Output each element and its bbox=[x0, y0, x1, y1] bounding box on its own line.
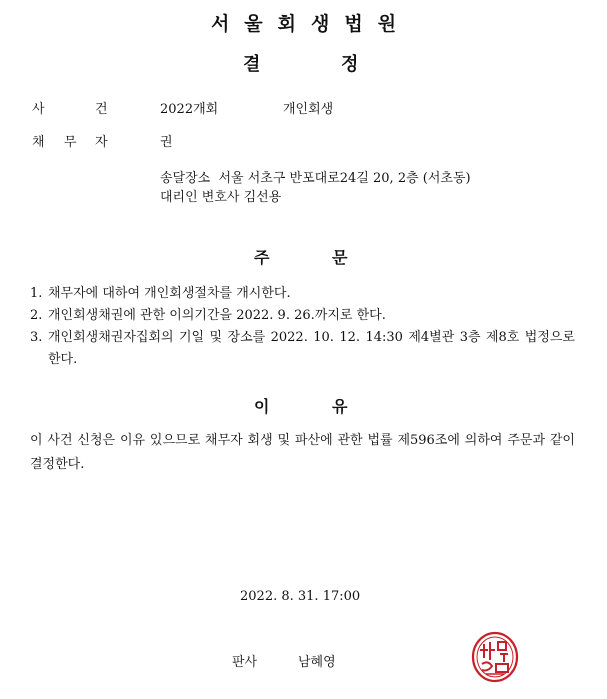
case-label-char-2: 건 bbox=[95, 102, 108, 117]
debtor-label-char-3: 자 bbox=[95, 135, 108, 150]
debtor-label-char-2: 무 bbox=[64, 135, 77, 150]
judge-seal-icon bbox=[470, 630, 520, 684]
debtor-address: 송달장소 서울 서초구 반포대로24길 20, 2층 (서초동) bbox=[160, 171, 471, 186]
debtor-agent: 대리인 변호사 김선용 bbox=[160, 190, 282, 205]
reason-heading-char-2: 유 bbox=[332, 397, 348, 416]
doc-type-char-2: 정 bbox=[341, 54, 359, 75]
court-name: 서울회생법원 bbox=[210, 13, 412, 35]
doc-type-char-1: 결 bbox=[243, 54, 261, 75]
ruling-item bbox=[30, 283, 575, 305]
case-number: 2022개회 bbox=[160, 102, 219, 117]
ruling-item-text: 개인회생채권자집회의 기일 및 장소를 2022. 10. 12. 14:30 제4별관 3층 제8호 법정으로 한다. bbox=[48, 330, 575, 367]
ruling-item-number: 3. bbox=[30, 330, 43, 345]
ruling-item-text: 개인회생채권에 관한 이의기간을 2022. 9. 26.까지로 한다. bbox=[48, 308, 386, 323]
debtor-label-char-1: 채 bbox=[32, 135, 45, 150]
ruling-item-number: 1. bbox=[30, 286, 43, 301]
case-label-char-1: 사 bbox=[32, 102, 45, 117]
case-type: 개인회생 bbox=[283, 102, 334, 117]
ruling-item bbox=[30, 327, 575, 371]
ruling-heading-char-1: 주 bbox=[254, 248, 270, 267]
ruling-list bbox=[30, 283, 575, 371]
ruling-item-text: 채무자에 대하여 개인회생절차를 개시한다. bbox=[48, 286, 291, 301]
judge-name: 남혜영 bbox=[298, 655, 336, 670]
ruling-item-number: 2. bbox=[30, 308, 43, 323]
ruling-heading-char-2: 문 bbox=[332, 248, 348, 267]
debtor-name: 권 bbox=[160, 135, 173, 150]
judge-title: 판사 bbox=[232, 655, 258, 670]
ruling-item bbox=[30, 305, 575, 327]
reason-heading-char-1: 이 bbox=[254, 397, 270, 416]
reason-text: 이 사건 신청은 이유 있으므로 채무자 회생 및 파산에 관한 법률 제596조에 의하여 주문과 같이 결정한다. bbox=[30, 433, 575, 472]
decision-date: 2022. 8. 31. 17:00 bbox=[240, 589, 361, 604]
